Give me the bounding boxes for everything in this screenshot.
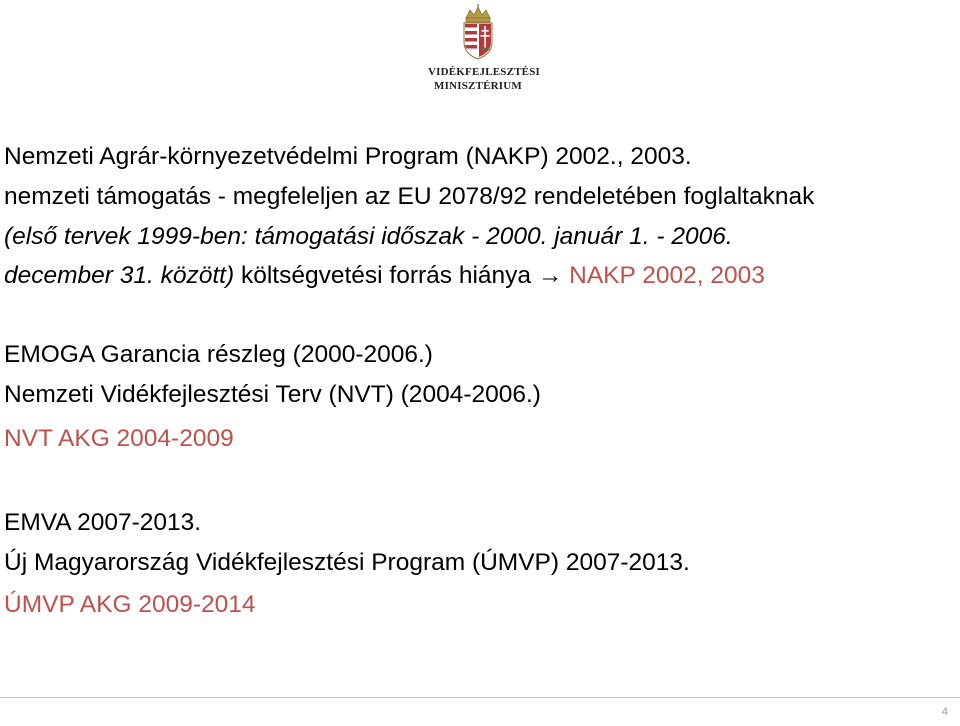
budget-shortage-line — [4, 261, 765, 291]
budget-shortage-text: költségvetési forrás hiánya — [234, 262, 538, 289]
first-plans-line: (első tervek 1999-ben: támogatási időszak - 2000. január 1. - 2006. — [4, 223, 733, 250]
ministry-name-line2: MINISZTÉRIUM — [434, 80, 522, 92]
umvp-akg-line: ÚMVP AKG 2009-2014 — [4, 591, 256, 618]
footer-divider — [0, 697, 960, 698]
national-support-line: nemzeti támogatás - megfeleljen az EU 2078/92 rendeletében foglaltaknak — [4, 183, 815, 210]
umvp-line: Új Magyarország Vidékfejlesztési Program (ÚMVP) 2007-2013. — [4, 549, 690, 576]
ministry-name-line1: VIDÉKFEJLESZTÉSI — [428, 66, 541, 78]
nvt-akg-line: NVT AKG 2004-2009 — [4, 425, 234, 452]
emva-line: EMVA 2007-2013. — [4, 509, 202, 536]
hungarian-coat-of-arms-icon — [456, 4, 500, 60]
ministry-logo — [428, 4, 541, 94]
nakp-heading: Nemzeti Agrár-környezetvédelmi Program (NAKP) 2002., 2003. — [4, 143, 692, 170]
nvt-line: Nemzeti Vidékfejlesztési Terv (NVT) (2004-2006.) — [4, 381, 541, 408]
arrow-right-icon: → — [537, 262, 563, 289]
nakp-years-text: NAKP 2002, 2003 — [562, 262, 765, 289]
emoga-line: EMOGA Garancia részleg (2000-2006.) — [4, 341, 433, 368]
page-number: 4 — [941, 706, 948, 718]
period-end-text: december 31. között) — [4, 262, 235, 289]
